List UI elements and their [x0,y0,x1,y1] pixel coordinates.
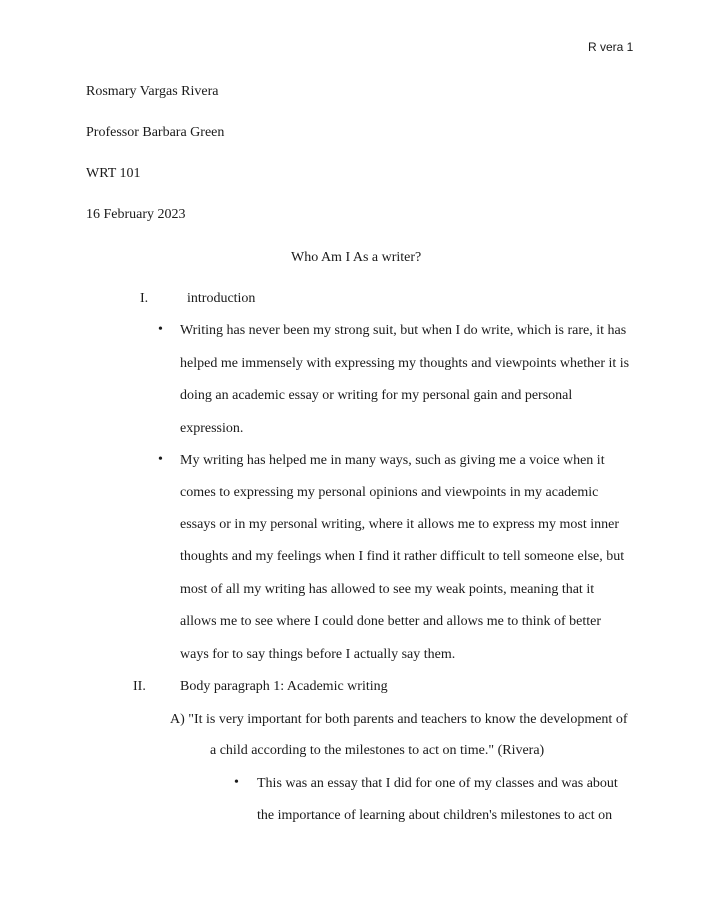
section-1-bullet-2-line: comes to expressing my personal opinions and viewpoints in my academic [180,485,599,500]
section-2-sub-bullet-line: the importance of learning about children's milestones to act on [257,808,613,823]
bullet-point: • [234,775,239,790]
bullet-point: • [158,452,163,467]
bullet-point: • [158,322,163,337]
section-2-sub-bullet-line: This was an essay that I did for one of my classes and was about [257,776,618,791]
section-1-bullet-2-line: My writing has helped me in many ways, such as giving me a voice when it [180,453,605,468]
running-head: R vera 1 [588,40,634,54]
professor-name: Professor Barbara Green [86,125,225,140]
section-2-sub-a-line: A) "It is very important for both parents and teachers to know the development of [170,712,628,727]
author-name: Rosmary Vargas Rivera [86,84,219,99]
essay-title: Who Am I As a writer? [291,250,422,265]
section-1-numeral: I. [140,291,149,306]
section-2-numeral: II. [133,679,146,694]
section-1-bullet-1-line: helped me immensely with expressing my thoughts and viewpoints whether it is [180,356,630,371]
section-1-bullet-1-line: doing an academic essay or writing for my personal gain and personal [180,388,573,403]
section-1-bullet-2-line: essays or in my personal writing, where it allows me to express my most inner [180,517,619,532]
section-1-label: introduction [187,291,256,306]
section-2-label: Body paragraph 1: Academic writing [180,679,388,694]
section-2-sub-a-line: a child according to the milestones to act on time." (Rivera) [210,743,545,758]
section-1-bullet-2-line: most of all my writing has allowed to see my weak points, meaning that it [180,582,595,597]
section-1-bullet-2-line: ways for to say things before I actually say them. [180,647,456,662]
date-line: 16 February 2023 [86,207,186,222]
section-1-bullet-2-line: allows me to see where I could done better and allows me to think of better [180,614,602,629]
section-1-bullet-1-line: Writing has never been my strong suit, but when I do write, which is rare, it has [180,323,627,338]
section-1-bullet-2-line: thoughts and my feelings when I find it rather difficult to tell someone else, but [180,549,625,564]
section-1-bullet-1-line: expression. [180,421,244,436]
course-code: WRT 101 [86,166,141,181]
